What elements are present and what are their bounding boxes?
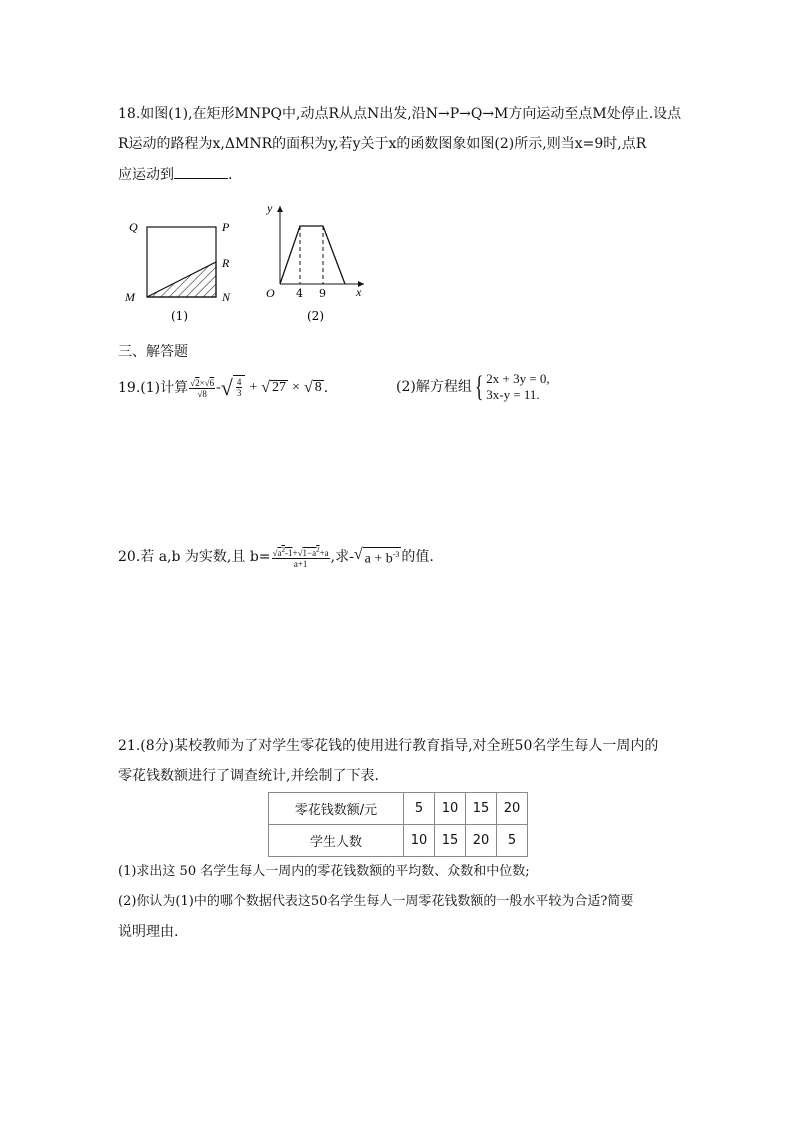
table-cell: 20 bbox=[466, 825, 497, 857]
q19-p2-prefix: (2)解方程组 bbox=[396, 379, 472, 395]
label-x: x bbox=[356, 285, 362, 299]
q19-r8: 8 bbox=[202, 388, 207, 399]
label-q: Q bbox=[129, 220, 138, 234]
table-row bbox=[269, 793, 528, 825]
q18-line-2: R运动的路程为x,ΔMNR的面积为y,若y关于x的函数图象如图(2)所示,则当x=9时,点R bbox=[118, 136, 647, 152]
q20-mid: ,求- bbox=[330, 549, 354, 565]
label-r: R bbox=[222, 256, 230, 270]
q19-sqrt-8 bbox=[304, 380, 324, 396]
radical-sign: √ bbox=[261, 379, 271, 396]
q21-line-1: 21.(8分)某校教师为了对学生零花钱的使用进行教育指导,对全班50名学生每人一周内的 bbox=[118, 738, 659, 754]
equation-2: 3x-y = 11. bbox=[486, 387, 540, 402]
table-cell: 10 bbox=[435, 793, 466, 825]
section-title: 三、解答题 bbox=[118, 344, 188, 360]
q19-f4: 4 bbox=[236, 377, 242, 387]
table-cell: 15 bbox=[466, 793, 497, 825]
q20-suffix: 的值. bbox=[401, 549, 434, 565]
equations bbox=[486, 371, 549, 403]
table-cell: 15 bbox=[435, 825, 466, 857]
q20-num-sup-2: 2 bbox=[316, 546, 320, 554]
tick-4: 4 bbox=[296, 287, 303, 300]
figure-1-rectangle bbox=[118, 212, 248, 327]
label-origin: O bbox=[266, 286, 275, 300]
q19-fraction-1-numerator: √2×√6 bbox=[190, 377, 215, 388]
q19-times-2: × bbox=[292, 380, 300, 395]
table-cell: 5 bbox=[497, 825, 528, 857]
tick-9: 9 bbox=[319, 287, 326, 300]
table-cell: 5 bbox=[404, 793, 435, 825]
label-m: M bbox=[125, 290, 135, 304]
q21-sub-2-line-1: (2)你认为(1)中的哪个数据代表这50名学生每人一周零花钱数额的一般水平较为合适?简要 bbox=[118, 894, 634, 909]
q19-f3: 3 bbox=[236, 388, 242, 398]
q19-p1-end: . bbox=[323, 380, 329, 396]
table-cell: 10 bbox=[404, 825, 435, 857]
q19-fraction-1-denominator: √8 bbox=[197, 388, 207, 399]
q20-num-b: 1−a bbox=[302, 548, 317, 558]
q20-rad: a + b bbox=[364, 551, 393, 567]
table-cell: 20 bbox=[497, 793, 528, 825]
q20-num-mid2: +a bbox=[319, 548, 329, 558]
q20-num-mid1: -1 bbox=[284, 548, 293, 558]
q19-r8b: 8 bbox=[314, 380, 322, 395]
radical-sign: √ bbox=[353, 546, 363, 564]
q20-fraction bbox=[272, 545, 330, 569]
q18-line-3 bbox=[118, 164, 232, 185]
q18-line-1: 18.如图(1),在矩形MNPQ中,动点R从点N出发,沿N→P→Q→M方向运动至点M处停止.设点 bbox=[118, 106, 682, 122]
q19-fraction-2 bbox=[236, 377, 243, 398]
table-row bbox=[269, 825, 528, 857]
equation-1: 2x + 3y = 0, bbox=[486, 371, 550, 386]
q20-prefix: 20.若 a,b 为实数,且 b= bbox=[118, 549, 271, 565]
q18-line-3-end: . bbox=[228, 167, 233, 183]
answer-blank bbox=[174, 164, 228, 179]
y-axis-arrow bbox=[277, 206, 283, 212]
q19-part-1 bbox=[118, 372, 328, 404]
q20-num-sup: 2 bbox=[281, 546, 285, 554]
q19-plus: + bbox=[249, 380, 258, 395]
q20-rad-sup: -3 bbox=[392, 550, 400, 560]
figure-2-caption: (2) bbox=[307, 309, 324, 323]
allowance-table bbox=[268, 792, 528, 857]
q20-sqrt-arg bbox=[363, 547, 402, 567]
label-n: N bbox=[222, 290, 231, 304]
q20-sqrt bbox=[354, 547, 402, 567]
radical-sign: √ bbox=[303, 379, 313, 396]
q20-denominator: a+1 bbox=[293, 559, 308, 569]
figure-1-caption: (1) bbox=[171, 309, 188, 323]
q19-part-2 bbox=[396, 370, 550, 404]
q20-num-rad2 bbox=[303, 548, 320, 558]
q19-sqrt-27 bbox=[261, 380, 288, 396]
figure-2-graph bbox=[258, 198, 370, 326]
q19-p1-prefix: 19.(1)计算 bbox=[118, 380, 189, 396]
q19-fraction-1 bbox=[189, 378, 215, 399]
brace-icon: { bbox=[474, 370, 484, 403]
q19-sqrt-frac bbox=[221, 375, 246, 401]
function-graph bbox=[280, 226, 345, 284]
q19-r2: 2 bbox=[195, 377, 200, 388]
triangle-mnr bbox=[147, 262, 216, 297]
radical-sign: √ bbox=[220, 375, 233, 400]
q20-num-rad1 bbox=[277, 548, 292, 558]
q21-sub-1: (1)求出这 50 名学生每人一周内的零花钱数额的平均数、众数和中位数; bbox=[118, 864, 530, 879]
equation-system bbox=[472, 371, 550, 403]
q20-numerator: $√a^2-1+√1-a^2+a$ bbox=[272, 546, 329, 558]
q21-sub-2-line-2: 说明理由. bbox=[118, 924, 179, 940]
q20-num-plus: + bbox=[292, 548, 298, 558]
q19-r6: 6 bbox=[209, 377, 215, 388]
label-y: y bbox=[267, 201, 273, 215]
q19-minus: - bbox=[216, 380, 221, 395]
label-p: P bbox=[222, 220, 230, 234]
q18-line-3-text: 应运动到 bbox=[118, 167, 174, 183]
q21-line-2: 零花钱数额进行了调查统计,并绘制了下表. bbox=[118, 768, 379, 784]
q19-times-1: × bbox=[199, 377, 205, 388]
table-header-amount: 零花钱数额/元 bbox=[269, 793, 404, 825]
q19-r27: 27 bbox=[272, 380, 287, 395]
q19-sqrt-frac-arg bbox=[233, 375, 246, 401]
q20-num-a: a bbox=[277, 548, 282, 558]
q20 bbox=[118, 540, 434, 574]
table-header-students: 学生人数 bbox=[269, 825, 404, 857]
